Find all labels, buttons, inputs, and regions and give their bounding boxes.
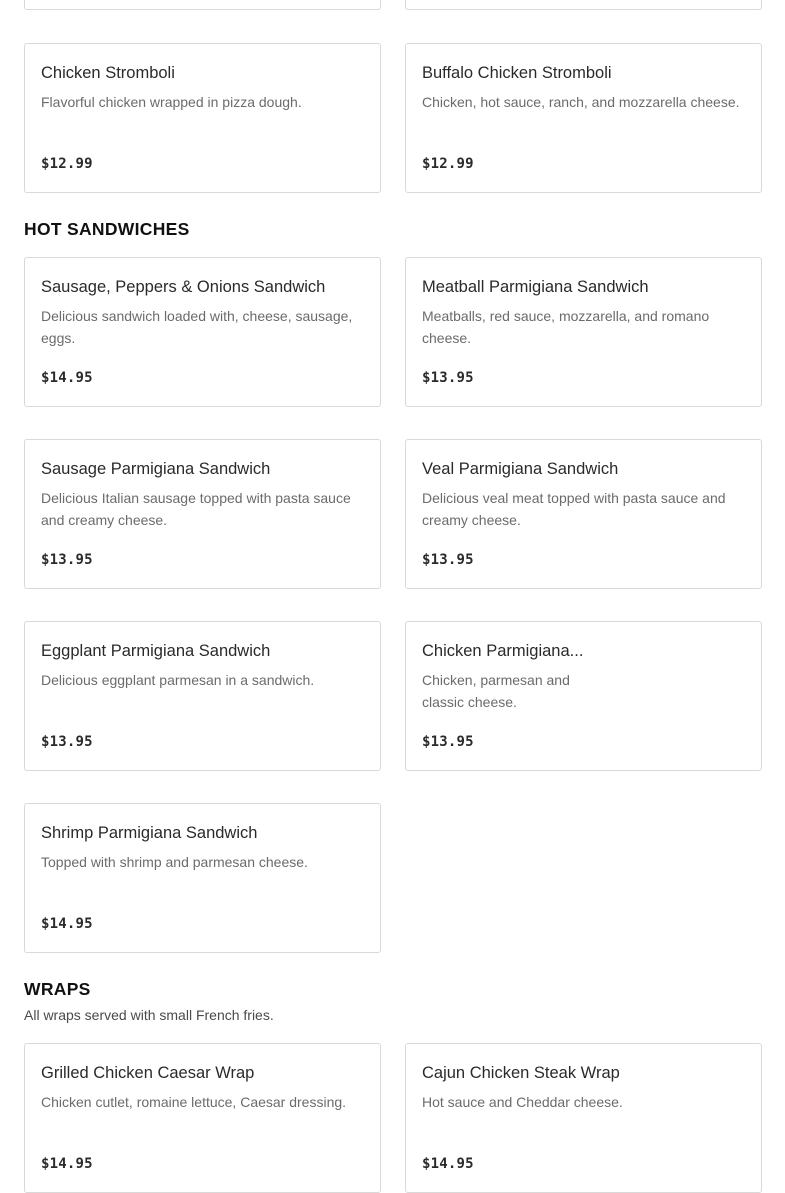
menu-item-price: $13.95: [41, 552, 93, 568]
menu-item-price: $13.95: [422, 734, 474, 750]
menu-item-name: Sausage Parmigiana Sandwich: [41, 460, 271, 478]
menu-item-name: Buffalo Chicken Stromboli: [422, 64, 612, 82]
menu-item-description: Chicken, parmesan and classic cheese.: [422, 672, 570, 710]
menu-item-description: Delicious eggplant parmesan in a sandwich.: [41, 672, 315, 688]
menu-item-name: Veal Parmigiana Sandwich: [422, 460, 619, 478]
menu-item-description: Chicken, hot sauce, ranch, and mozzarella cheese.: [422, 94, 740, 110]
section-title-wraps: WRAPS: [24, 979, 91, 999]
menu-item-price: $14.95: [41, 370, 93, 386]
menu-item-price: $13.95: [422, 370, 474, 386]
menu-item-name: Meatball Parmigiana Sandwich: [422, 278, 649, 296]
menu-item-description: Hot sauce and Cheddar cheese.: [422, 1094, 623, 1110]
menu-item-name: Eggplant Parmigiana Sandwich: [41, 642, 271, 660]
menu-item-price: $13.95: [41, 734, 93, 750]
menu-item-price: $12.99: [41, 156, 93, 172]
menu-item-price: $14.95: [41, 916, 93, 932]
menu-item-card-chicken-parmigiana[interactable]: [405, 621, 762, 771]
menu-item-card[interactable]: [405, 0, 762, 10]
menu-item-name: Sausage, Peppers & Onions Sandwich: [41, 278, 326, 296]
menu-item-description: Delicious sandwich loaded with, cheese, sausage, eggs.: [41, 308, 353, 346]
menu-item-price: $12.99: [422, 156, 474, 172]
menu-item-name: Grilled Chicken Caesar Wrap: [41, 1064, 255, 1082]
menu-item-description: Meatballs, red sauce, mozzarella, and romano cheese.: [422, 308, 710, 346]
menu-item-price: $14.95: [422, 1156, 474, 1172]
menu-item-card-buffalo-chicken-stromboli[interactable]: [405, 43, 762, 193]
menu-item-card-grilled-chicken-caesar-wrap[interactable]: [24, 1043, 381, 1193]
menu-item-description: Chicken cutlet, romaine lettuce, Caesar dressing.: [41, 1094, 347, 1110]
menu-item-card-veal-parmigiana[interactable]: [405, 439, 762, 589]
menu-item-card[interactable]: [24, 0, 381, 10]
menu-item-description: Flavorful chicken wrapped in pizza dough.: [41, 94, 302, 110]
menu-item-card-eggplant-parmigiana[interactable]: [24, 621, 381, 771]
menu-item-name: Chicken Parmigiana...: [422, 642, 584, 660]
menu-item-card-chicken-stromboli[interactable]: [24, 43, 381, 193]
section-title-hot-sandwiches: HOT SANDWICHES: [24, 219, 190, 239]
menu-item-card-sausage-parmigiana[interactable]: [24, 439, 381, 589]
menu-item-card-meatball-parmigiana[interactable]: [405, 257, 762, 407]
menu-item-price: $13.95: [422, 552, 474, 568]
menu-item-name: Shrimp Parmigiana Sandwich: [41, 824, 258, 842]
menu-item-card-shrimp-parmigiana[interactable]: [24, 803, 381, 953]
menu-item-description: Delicious Italian sausage topped with pasta sauce and creamy cheese.: [41, 490, 351, 528]
menu-item-description: Topped with shrimp and parmesan cheese.: [41, 854, 308, 870]
menu-item-card-cajun-chicken-steak-wrap[interactable]: [405, 1043, 762, 1193]
section-subtitle-wraps: All wraps served with small French fries.: [24, 1007, 274, 1023]
menu-item-name: Chicken Stromboli: [41, 64, 175, 82]
menu-item-description: Delicious veal meat topped with pasta sauce and creamy cheese.: [422, 490, 726, 528]
menu-item-name: Cajun Chicken Steak Wrap: [422, 1064, 620, 1082]
menu-item-card-sausage-peppers-onions[interactable]: [24, 257, 381, 407]
menu-item-price: $14.95: [41, 1156, 93, 1172]
